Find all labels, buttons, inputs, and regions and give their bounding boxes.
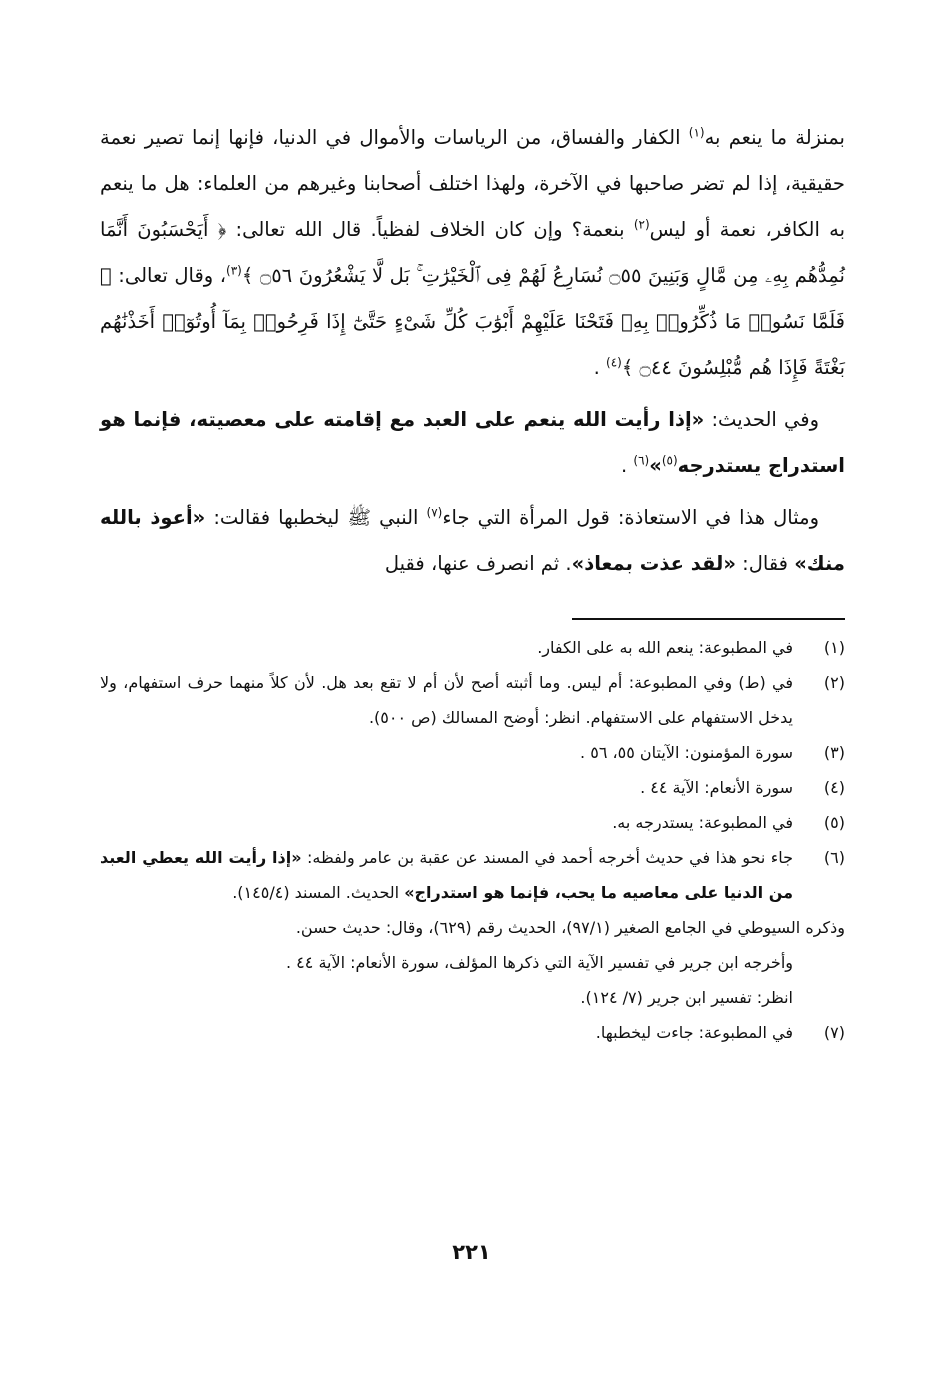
footnote-number: (٢): [823, 673, 845, 692]
footnote-separator: [572, 618, 845, 620]
text-run: الكفار والفساق، من الرياسات والأموال في الدنيا، فإنها إنما تصير نعمة حقيقية، إذا لم تضر صاحبها في الآخرة، ولهذا اختلف أصحابنا وغيرهم من العلماء: هل ما ينعم به الكافر، نعمة أو ليس: [100, 126, 846, 241]
footnote-3: [100, 735, 845, 770]
footnote-number: (٥): [823, 813, 845, 832]
text-run: بنعمة؟ وإن كان الخلاف لفظياً. قال الله تعالى:: [226, 218, 634, 241]
paragraph-1: [100, 115, 845, 391]
text-run: .: [593, 356, 606, 379]
paragraph-3: [100, 495, 845, 587]
footnote-text: [100, 840, 793, 910]
quote-woman: «أعوذ بالله منك»: [100, 506, 845, 575]
footnotes: [100, 630, 845, 1050]
main-text: [100, 115, 845, 587]
footnote-ref-2: (٢): [633, 217, 650, 232]
footnote-text: سورة الأنعام: الآية ٤٤ .: [640, 778, 793, 797]
footnote-text: سورة المؤمنون: الآيتان ٥٥، ٥٦ .: [580, 743, 793, 762]
footnote-number: (٣): [823, 743, 845, 762]
footnote-ref-7: (٧): [426, 505, 443, 520]
quran-verse-1: ﴿ أَيَحْسَبُونَ أَنَّمَا نُمِدُّهُم بِهِۦ مِن مَّالٍ وَبَنِينَ ۝٥٥ نُسَارِعُ لَهُمْ فِى ٱلْخَيْرَٰتِ ۚ بَل لَّا يَشْعُرُونَ ۝٥٦ ﴾: [100, 218, 845, 287]
text-run: الحديث. المسند (١٤٥/٤).: [232, 883, 405, 902]
footnote-continuation: انظر: تفسير ابن جرير (٧/ ١٢٤).: [580, 988, 793, 1007]
quote-prophet: «لقد عذت بمعاذ»: [571, 552, 736, 575]
footnote-7: [100, 1015, 845, 1050]
text-run: جاء نحو هذا في حديث أخرجه أحمد في المسند عن عقبة بن عامر ولفظه:: [301, 848, 793, 867]
text-run: فقال:: [735, 552, 795, 575]
text-run: ومثال هذا في الاستعاذة: قول المرأة التي جاء: [442, 506, 819, 529]
quote-close: »: [649, 454, 662, 477]
footnote-text: في المطبوعة: جاءت ليخطبها.: [595, 1023, 793, 1042]
footnote-ref-1: (١): [688, 125, 705, 140]
footnote-number: (٧): [823, 1023, 845, 1042]
footnote-number: (٤): [823, 778, 845, 797]
paragraph-2: [100, 397, 845, 489]
text-run: وفي الحديث:: [704, 408, 819, 431]
footnote-ref-4: (٤): [606, 355, 622, 370]
text-run: النبي ﷺ ليخطبها فقالت:: [205, 506, 427, 529]
footnote-4: [100, 770, 845, 805]
footnote-6: [100, 840, 845, 910]
text-run: ، وقال تعالى:: [111, 264, 227, 287]
footnote-continuation: وذكره السيوطي في الجامع الصغير (٩٧/١)، الحديث رقم (٦٢٩)، وقال: حديث حسن.: [295, 918, 845, 937]
text-run: بمنزلة ما ينعم به: [704, 126, 845, 149]
footnote-5: [100, 805, 845, 840]
quran-verse-2: ﴿ فَلَمَّا نَسُوا۟ مَا ذُكِّرُوا۟ بِهِۦ فَتَحْنَا عَلَيْهِمْ أَبْوَٰبَ كُلِّ شَىْءٍ حَتَّىٰٓ إِذَا فَرِحُوا۟ بِمَآ أُوتُوٓا۟ أَخَذْنَٰهُم بَغْتَةً فَإِذَا هُم مُّبْلِسُونَ ۝٤٤ ﴾: [100, 264, 845, 379]
hadith-quote: «إذا رأيت الله ينعم على العبد مع إقامته على معصيته، فإنما هو استدراج يستدرجه: [100, 408, 845, 477]
footnote-2: [100, 665, 845, 735]
text-run: .: [620, 454, 634, 477]
footnote-1: [100, 630, 845, 665]
footnote-number: (٦): [823, 848, 845, 867]
footnote-ref-5: (٥): [661, 453, 678, 468]
footnote-text: في (ط) وفي المطبوعة: أم ليس. وما أثبته أصح لأن أم لا تقع بعد هل. لأن كلاً منهما حرف استفهام، ولا يدخل الاستفهام على الاستفهام. انظر: أوضح المسالك (ص ٥٠٠).: [100, 673, 793, 727]
footnote-continuation: وأخرجه ابن جرير في تفسير الآية التي ذكرها المؤلف، سورة الأنعام: الآية ٤٤ .: [286, 953, 793, 972]
footnote-text: في المطبوعة: ينعم الله به على الكفار.: [537, 638, 793, 657]
footnote-text: في المطبوعة: يستدرجه به.: [612, 813, 793, 832]
text-run: . ثم انصرف عنها، فقيل: [384, 552, 572, 575]
page-number: ٢٢١: [452, 1240, 491, 1264]
footnote-ref-3: (٣): [226, 263, 242, 278]
footnote-number: (١): [823, 638, 845, 657]
hadith-quote: «إذا رأيت الله يعطي العبد من الدنيا على معاصيه ما يحب، فإنما هو استدراج»: [100, 848, 793, 902]
footnote-ref-6: (٦): [633, 453, 650, 468]
